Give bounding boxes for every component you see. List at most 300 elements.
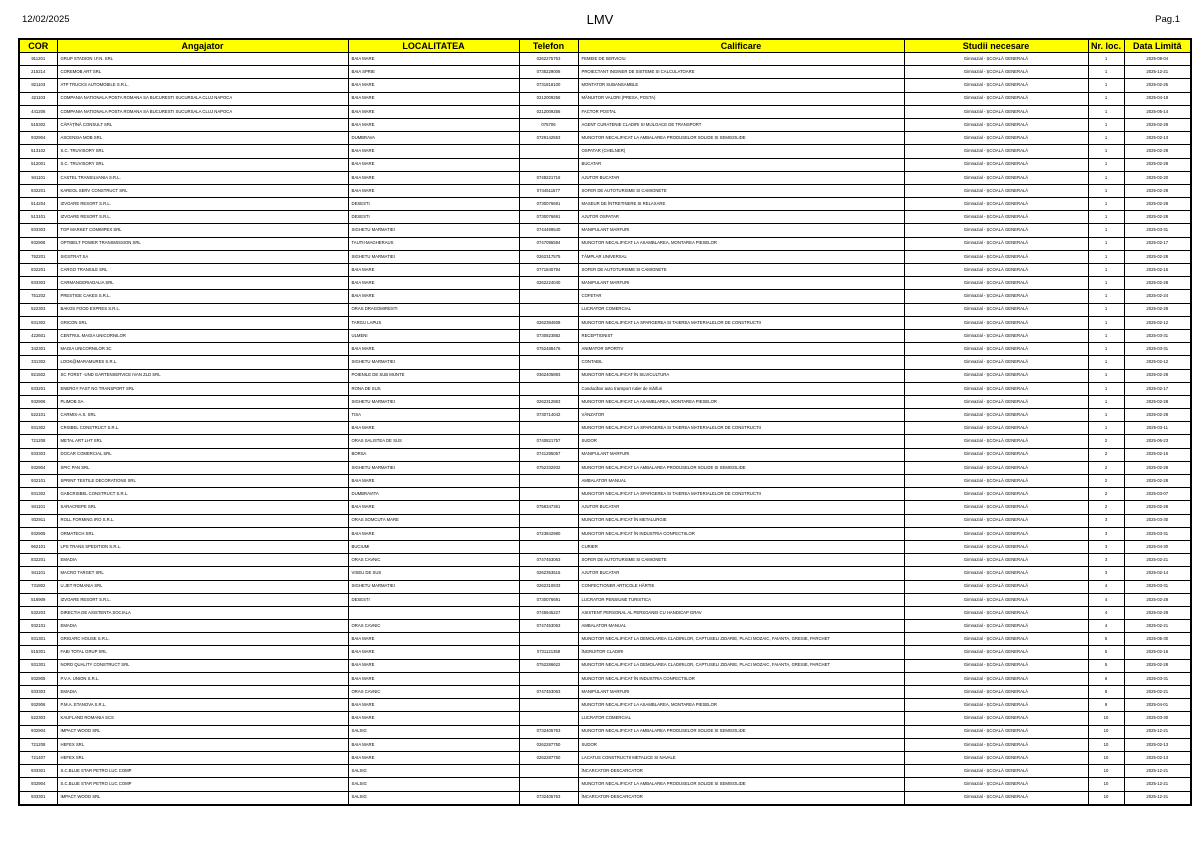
table-cell: 2025-02-17 <box>1124 237 1191 250</box>
table-cell: 522101 <box>19 409 57 422</box>
table-cell: 10 <box>1088 712 1124 725</box>
table-row <box>19 422 1191 435</box>
table-row <box>19 329 1191 342</box>
table-cell: Gimnazial - ȘCOALĂ GENERALĂ <box>904 53 1088 66</box>
table-cell: IMPACT WOOD SRL <box>57 725 348 738</box>
table-cell: CENTRUL MAGIA UNICORNILOR <box>57 329 348 342</box>
table-cell: 0731818100 <box>519 79 578 92</box>
table-cell: Gimnazial - ȘCOALĂ GENERALĂ <box>904 646 1088 659</box>
table-row <box>19 461 1191 474</box>
table-cell: DIRECTIA DE ASISTENTA SOCIALA <box>57 606 348 619</box>
table-cell: MUNCITOR NECALIFICAT LA SPARGEREA SI TAIEREA MATERIALELOR DE CONSTRUCTII <box>578 488 904 501</box>
table-cell: 0758347361 <box>519 501 578 514</box>
table-row <box>19 264 1191 277</box>
table-row <box>19 751 1191 764</box>
table-cell: MUNCITOR NECALIFICAT LA SPARGEREA SI TAIEREA MATERIALELOR DE CONSTRUCTII <box>578 316 904 329</box>
table-row <box>19 409 1191 422</box>
table-cell: 2025-12-21 <box>1124 778 1191 791</box>
table-cell: 1 <box>1088 290 1124 303</box>
table-cell: 933301 <box>19 765 57 778</box>
table-cell: 514204 <box>19 198 57 211</box>
table-cell: 4 <box>1088 580 1124 593</box>
table-cell: 0262224040 <box>519 277 578 290</box>
table-cell: 1 <box>1088 211 1124 224</box>
table-cell: 2025-02-28 <box>1124 395 1191 408</box>
table-cell: 1 <box>1088 66 1124 79</box>
table-row <box>19 475 1191 488</box>
table-cell <box>519 633 578 646</box>
table-cell: Gimnazial - ȘCOALĂ GENERALĂ <box>904 501 1088 514</box>
table-cell: MUNCITOR NECALIFICAT LA ASAMBLAREA, MONTAREA PIESELOR <box>578 237 904 250</box>
table-cell: BUCATAR <box>578 158 904 171</box>
table-cell: Gimnazial - ȘCOALĂ GENERALĂ <box>904 699 1088 712</box>
table-cell: SUDOR <box>578 435 904 448</box>
table-cell: MUNCITOR NECALIFICAT LA AMBALAREA PRODUSELOR SOLIDE SI SEMISOLIDE <box>578 461 904 474</box>
table-cell <box>519 765 578 778</box>
table-cell: 721208 <box>19 435 57 448</box>
table-row <box>19 79 1191 92</box>
table-cell: 515301 <box>19 646 57 659</box>
table-cell: BAIA MARE <box>348 171 519 184</box>
table-cell: 2025-02-25 <box>1124 79 1191 92</box>
table-cell: IMPACT WOOD SRL <box>57 791 348 805</box>
table-cell: BAIA MARE <box>348 738 519 751</box>
table-cell: CARMIS-A.S. SRL <box>57 409 348 422</box>
table-cell: 2025-02-28 <box>1124 501 1191 514</box>
table-cell: 2025-03-30 <box>1124 712 1191 725</box>
table-cell: 2025-02-28 <box>1124 184 1191 197</box>
table-cell: BAIA MARE <box>348 79 519 92</box>
table-cell: Gimnazial - ȘCOALĂ GENERALĂ <box>904 356 1088 369</box>
table-cell: BAIA MARE <box>348 422 519 435</box>
table-cell: Gimnazial - ȘCOALĂ GENERALĂ <box>904 382 1088 395</box>
table-cell: 513102 <box>19 145 57 158</box>
table-cell: 933303 <box>19 686 57 699</box>
table-cell: 1 <box>1088 409 1124 422</box>
table-cell: FEMEIE DE SERVICIU <box>578 53 904 66</box>
table-cell: AMBALATOR MANUAL <box>578 620 904 633</box>
table-cell: 2025-03-31 <box>1124 580 1191 593</box>
table-cell: BAIA MARE <box>348 527 519 540</box>
table-cell: 2025-02-16 <box>1124 646 1191 659</box>
table-cell: Gimnazial - ȘCOALĂ GENERALĂ <box>904 765 1088 778</box>
table-row <box>19 659 1191 672</box>
table-cell: 2025-02-28 <box>1124 409 1191 422</box>
table-cell: RECEPTIONIST <box>578 329 904 342</box>
table-cell: 911201 <box>19 53 57 66</box>
table-cell: 0730076691 <box>519 198 578 211</box>
table-cell: 2025-02-24 <box>1124 290 1191 303</box>
table-cell: MANIPULANT MARFURI <box>578 686 904 699</box>
table-cell: SIGHETU MARMATIEI <box>348 224 519 237</box>
table-cell: LOOK@MARAMURES S.R.L. <box>57 356 348 369</box>
table-cell: 0262353515 <box>519 567 578 580</box>
table-cell: 932904 <box>19 132 57 145</box>
table-cell: Gimnazial - ȘCOALĂ GENERALĂ <box>904 290 1088 303</box>
table-cell: Gimnazial - ȘCOALĂ GENERALĂ <box>904 751 1088 764</box>
table-row <box>19 765 1191 778</box>
table-cell: Gimnazial - ȘCOALĂ GENERALĂ <box>904 316 1088 329</box>
table-cell: 931302 <box>19 488 57 501</box>
table-cell: Gimnazial - ȘCOALĂ GENERALĂ <box>904 237 1088 250</box>
table-cell: ÎNGRIJITOR CLADIRI <box>578 646 904 659</box>
header-cell: Studii necesare <box>904 39 1088 53</box>
table-cell: 0730823882 <box>519 329 578 342</box>
table-cell: 2025-06-23 <box>1124 435 1191 448</box>
table-row <box>19 540 1191 553</box>
table-cell: 0741295057 <box>519 448 578 461</box>
table-cell: 0732405763 <box>519 725 578 738</box>
table-cell: BAIA MARE <box>348 712 519 725</box>
table-cell: SARACREPE SRL <box>57 501 348 514</box>
table-cell: KAREOL SERV CONSTRUCT SRL <box>57 184 348 197</box>
table-cell: FABI TOTAL GRUP SRL <box>57 646 348 659</box>
table-cell: 0730076691 <box>519 593 578 606</box>
table-cell: 1 <box>1088 92 1124 105</box>
table-cell: LUCRATOR PENSIUNE TURISTICA <box>578 593 904 606</box>
table-cell: SOFER DE AUTOTURISME SI CAMIONETE <box>578 264 904 277</box>
table-cell: Gimnazial - ȘCOALĂ GENERALĂ <box>904 171 1088 184</box>
table-cell: 1 <box>1088 264 1124 277</box>
table-cell <box>519 303 578 316</box>
table-cell <box>519 475 578 488</box>
table-cell: Gimnazial - ȘCOALĂ GENERALĂ <box>904 593 1088 606</box>
table-cell: BAIA MARE <box>348 751 519 764</box>
table-row <box>19 53 1191 66</box>
table-cell: 4 <box>1088 620 1124 633</box>
table-cell <box>519 778 578 791</box>
table-cell: 2025-02-13 <box>1124 751 1191 764</box>
table-cell: 0752286622 <box>519 659 578 672</box>
table-cell: MUNCITOR NECALIFICAT LA SPARGEREA SI TAIEREA MATERIALELOR DE CONSTRUCTII <box>578 422 904 435</box>
table-cell <box>519 488 578 501</box>
table-row <box>19 699 1191 712</box>
table-cell: 0747453063 <box>519 620 578 633</box>
table-cell: BAIA MARE <box>348 633 519 646</box>
table-cell: 1 <box>1088 356 1124 369</box>
table-cell: METAL ART LHT SRL <box>57 435 348 448</box>
table-cell: Conducător auto transport rutier de mărfuri <box>578 382 904 395</box>
table-cell: Gimnazial - ȘCOALĂ GENERALĂ <box>904 527 1088 540</box>
table-row <box>19 356 1191 369</box>
table-cell: Gimnazial - ȘCOALĂ GENERALĂ <box>904 132 1088 145</box>
table-cell: Gimnazial - ȘCOALĂ GENERALĂ <box>904 448 1088 461</box>
table-cell: GRIGARC HOUSE S.R.L. <box>57 633 348 646</box>
table-cell: 2 <box>1088 501 1124 514</box>
table-cell: 931302 <box>19 422 57 435</box>
table-cell: 3 <box>1088 567 1124 580</box>
table-cell: 832201 <box>19 184 57 197</box>
table-cell: 2 <box>1088 448 1124 461</box>
table-cell: 2025-02-28 <box>1124 659 1191 672</box>
table-cell: SIGHETU MARMATIEI <box>348 580 519 593</box>
table-cell: DUMBRAVA <box>348 132 519 145</box>
table-cell: PRESTIGE CAKES S.R.L. <box>57 290 348 303</box>
table-cell: 2025-05-14 <box>1124 105 1191 118</box>
table-cell: ROLL FORMING IRO S.R.L. <box>57 514 348 527</box>
table-cell: AJUTOR BUCATAR <box>578 567 904 580</box>
table-cell: PLIMOB SA <box>57 395 348 408</box>
table-cell: 0747453063 <box>519 686 578 699</box>
table-cell: Gimnazial - ȘCOALĂ GENERALĂ <box>904 633 1088 646</box>
table-row <box>19 514 1191 527</box>
table-row <box>19 567 1191 580</box>
table-cell: 932904 <box>19 778 57 791</box>
table-cell: Gimnazial - ȘCOALĂ GENERALĂ <box>904 686 1088 699</box>
page-title: LMV <box>586 12 614 27</box>
table-cell <box>519 672 578 685</box>
table-cell: 832201 <box>19 554 57 567</box>
table-cell: BAIA MARE <box>348 184 519 197</box>
table-cell: 941101 <box>19 171 57 184</box>
table-body <box>19 53 1191 805</box>
table-cell: 2025-02-28 <box>1124 475 1191 488</box>
table-cell: 0731121358 <box>519 646 578 659</box>
table-cell: 832201 <box>19 264 57 277</box>
table-cell: SALSIG <box>348 725 519 738</box>
table-cell <box>519 699 578 712</box>
table-cell: BAIA MARE <box>348 118 519 131</box>
table-cell: AJUTOR BUCATAR <box>578 171 904 184</box>
table-cell: 2025-02-12 <box>1124 316 1191 329</box>
table-cell: 421103 <box>19 92 57 105</box>
table-cell: Gimnazial - ȘCOALĂ GENERALĂ <box>904 461 1088 474</box>
table-cell: 10 <box>1088 791 1124 805</box>
table-cell: POIENILE DE SUB MUNTE <box>348 369 519 382</box>
table-cell: 6 <box>1088 672 1124 685</box>
table-cell: 2025-04-01 <box>1124 699 1191 712</box>
table-cell: BAIA MARE <box>348 646 519 659</box>
table-cell: MUNCITOR NECALIFICAT ÎN INDUSTRIA CONFECTIILOR <box>578 672 904 685</box>
header-cell: Nr. loc. <box>1088 39 1124 53</box>
table-cell <box>519 514 578 527</box>
table-cell <box>519 158 578 171</box>
table-cell: 2025-02-28 <box>1124 158 1191 171</box>
table-cell: 0262317575 <box>519 250 578 263</box>
table-cell: 0212009256 <box>519 105 578 118</box>
table-cell: 2 <box>1088 475 1124 488</box>
table-cell: Gimnazial - ȘCOALĂ GENERALĂ <box>904 540 1088 553</box>
table-row <box>19 395 1191 408</box>
table-cell: TISA <box>348 409 519 422</box>
table-cell: 2025-03-07 <box>1124 488 1191 501</box>
table-cell: Gimnazial - ȘCOALĂ GENERALĂ <box>904 435 1088 448</box>
table-cell: Gimnazial - ȘCOALĂ GENERALĂ <box>904 92 1088 105</box>
table-row <box>19 672 1191 685</box>
table-row <box>19 92 1191 105</box>
table-cell: Gimnazial - ȘCOALĂ GENERALĂ <box>904 224 1088 237</box>
table-cell: MUNCITOR NECALIFICAT LA AMBALAREA PRODUSELOR SOLIDE SI SEMISOLIDE <box>578 725 904 738</box>
table-row <box>19 277 1191 290</box>
table-cell: Gimnazial - ȘCOALĂ GENERALĂ <box>904 158 1088 171</box>
table-cell: S.C.BLUE STAR PETRO LUC COMP <box>57 778 348 791</box>
table-cell: VÂNZATOR <box>578 409 904 422</box>
table-cell: 4 <box>1088 606 1124 619</box>
table-cell: BAIA SPRIE <box>348 66 519 79</box>
table-row <box>19 290 1191 303</box>
table-cell: ASISTENT PERSONAL AL PERSOANEI CU HANDICAP GRAV <box>578 606 904 619</box>
table-cell: 932906 <box>19 395 57 408</box>
table-cell: 0723842980 <box>519 527 578 540</box>
table-row <box>19 145 1191 158</box>
table-row <box>19 435 1191 448</box>
table-cell: MUNCITOR NECALIFICAT ÎN INDUSTRIA CONFECTIILOR <box>578 527 904 540</box>
table-cell: ÎNCARCATOR-DESCARCATOR <box>578 791 904 805</box>
header-cell: Telefon <box>519 39 578 53</box>
table-cell: SALSIG <box>348 778 519 791</box>
table-cell: Gimnazial - ȘCOALĂ GENERALĂ <box>904 198 1088 211</box>
table-cell: 962101 <box>19 540 57 553</box>
table-cell: 1 <box>1088 422 1124 435</box>
table-cell: FACTOR POSTAL <box>578 105 904 118</box>
table-cell: 931302 <box>19 316 57 329</box>
table-cell: MUNCITOR NECALIFICAT ÎN METALURGIE <box>578 514 904 527</box>
table-cell: TÂMPLAR UNIVERSAL <box>578 250 904 263</box>
table-cell: 1 <box>1088 369 1124 382</box>
table-cell: RONA DE SUS <box>348 382 519 395</box>
table-cell: COFETAR <box>578 290 904 303</box>
table-row <box>19 725 1191 738</box>
table-cell: MUNCITOR NECALIFICAT LA ASAMBLAREA, MONTAREA PIESELOR <box>578 699 904 712</box>
table-cell: 0262287750 <box>519 751 578 764</box>
table-cell: CURIER <box>578 540 904 553</box>
table-cell: 3 <box>1088 514 1124 527</box>
table-cell: 2025-03-31 <box>1124 224 1191 237</box>
table-cell <box>519 540 578 553</box>
table-cell: 0745645227 <box>519 606 578 619</box>
table-cell: LPS TRANS SPEDITION S.R.L. <box>57 540 348 553</box>
table-cell: Gimnazial - ȘCOALĂ GENERALĂ <box>904 277 1088 290</box>
table-cell: MUNCITOR NECALIFICAT LA DEMOLAREA CLADIRILOR, CAPTUSELI ZIDARIE, PLACI MOZAIC, FAIANTA, GRESIE, PARCHET <box>578 633 904 646</box>
table-row <box>19 382 1191 395</box>
table-row <box>19 303 1191 316</box>
table-cell: Gimnazial - ȘCOALĂ GENERALĂ <box>904 554 1088 567</box>
table-cell: 1 <box>1088 145 1124 158</box>
table-cell: Gimnazial - ȘCOALĂ GENERALĂ <box>904 118 1088 131</box>
table-cell: MUNCITOR NECALIFICAT LA AMBALAREA PRODUSELOR SOLIDE SI SEMISOLIDE <box>578 778 904 791</box>
table-cell: 2025-03-31 <box>1124 672 1191 685</box>
table-cell: ULMENI <box>348 329 519 342</box>
table-row <box>19 250 1191 263</box>
table-cell: CARMANGERIADALIA SRL <box>57 277 348 290</box>
table-cell: MUNCITOR NECALIFICAT ÎN SILVICULTURA <box>578 369 904 382</box>
table-cell: AMBALATOR MANUAL <box>578 475 904 488</box>
table-cell: 1 <box>1088 343 1124 356</box>
table-cell: 1 <box>1088 382 1124 395</box>
table-cell: Gimnazial - ȘCOALĂ GENERALĂ <box>904 488 1088 501</box>
table-cell: LUCRATOR COMERCIAL <box>578 712 904 725</box>
table-cell: BAKOS FOOD EXPRES S.R.L. <box>57 303 348 316</box>
table-row <box>19 171 1191 184</box>
table-cell: 10 <box>1088 778 1124 791</box>
table-cell: S.C.BLUE STAR PETRO LUC COMP <box>57 765 348 778</box>
table-row <box>19 686 1191 699</box>
table-row <box>19 158 1191 171</box>
table-cell: SIGHETU MARMATIEI <box>348 395 519 408</box>
table-cell: DUMBRAVITA <box>348 488 519 501</box>
table-cell: 2 <box>1088 461 1124 474</box>
table-cell: 2025-02-21 <box>1124 686 1191 699</box>
table-cell: 932906 <box>19 699 57 712</box>
table-cell: ASCENSIA MOB SRL <box>57 132 348 145</box>
table-cell: 1 <box>1088 329 1124 342</box>
table-cell: 5 <box>1088 659 1124 672</box>
table-cell: CĂPĂȚÎNĂ CONSULT SRL <box>57 118 348 131</box>
table-cell: 2025-02-28 <box>1124 369 1191 382</box>
table-cell: DOCAR COMERCIAL SRL <box>57 448 348 461</box>
table-cell: 2025-02-15 <box>1124 448 1191 461</box>
table-cell: 2025-02-28 <box>1124 606 1191 619</box>
table-cell: 5 <box>1088 633 1124 646</box>
page-number: Pag.1 <box>1155 14 1180 25</box>
table-cell: 2 <box>1088 488 1124 501</box>
table-row <box>19 369 1191 382</box>
table-cell: 1 <box>1088 237 1124 250</box>
table-row <box>19 633 1191 646</box>
table-cell: 2025-02-14 <box>1124 567 1191 580</box>
table-cell: KAUFLAND ROMANIA SCS <box>57 712 348 725</box>
table-row <box>19 448 1191 461</box>
table-cell: Gimnazial - ȘCOALĂ GENERALĂ <box>904 369 1088 382</box>
table-cell: 932101 <box>19 620 57 633</box>
table-cell: ÎNCARCATOR-DESCARCATOR <box>578 765 904 778</box>
table-cell: Gimnazial - ȘCOALĂ GENERALĂ <box>904 303 1088 316</box>
table-row <box>19 488 1191 501</box>
table-cell <box>348 606 519 619</box>
table-cell: MONTATOR SUBANSAMBLE <box>578 79 904 92</box>
table-cell: DESESTI <box>348 593 519 606</box>
table-cell: 1 <box>1088 158 1124 171</box>
table-cell: 932911 <box>19 514 57 527</box>
table-row <box>19 554 1191 567</box>
table-cell: Gimnazial - ȘCOALĂ GENERALĂ <box>904 580 1088 593</box>
table-cell <box>519 290 578 303</box>
table-cell: NORD QUALITY CONSTRUCT SRL <box>57 659 348 672</box>
table-cell: DESESTI <box>348 198 519 211</box>
table-cell: SIGHETU MARMATIEI <box>348 461 519 474</box>
table-cell: 8 <box>1088 686 1124 699</box>
table-cell: BAIA MARE <box>348 105 519 118</box>
table-cell: MACRO TARGET SRL <box>57 567 348 580</box>
table-cell: 2025-02-28 <box>1124 118 1191 131</box>
table-cell: Gimnazial - ȘCOALĂ GENERALĂ <box>904 475 1088 488</box>
table-cell: MASEUR DE ÎNTRETINERE SI RELAXARE <box>578 198 904 211</box>
table-row <box>19 184 1191 197</box>
table-cell: SALSIG <box>348 765 519 778</box>
table-cell: 0752332932 <box>519 461 578 474</box>
table-cell: 2025-04-18 <box>1124 92 1191 105</box>
table-cell: 1 <box>1088 79 1124 92</box>
table-cell: 422601 <box>19 329 57 342</box>
table-cell: MUNCITOR NECALIFICAT LA AMBALAREA PRODUSELOR SOLIDE SI SEMISOLIDE <box>578 132 904 145</box>
table-cell: 1 <box>1088 395 1124 408</box>
table-cell: 0771840794 <box>519 264 578 277</box>
table-cell: Gimnazial - ȘCOALĂ GENERALĂ <box>904 250 1088 263</box>
table-cell: 2025-03-31 <box>1124 527 1191 540</box>
table-cell: BAIA MARE <box>348 699 519 712</box>
table-cell: COMPANIA NATIONALA POSTA ROMANA SA BUCURESTI SUCURSALA CLUJ NAPOCA <box>57 92 348 105</box>
table-cell: 1 <box>1088 198 1124 211</box>
table-cell: TAUTII-MAGHERAUS <box>348 237 519 250</box>
table-cell: IZVOARE RESORT S.R.L. <box>57 211 348 224</box>
table-cell: 516909 <box>19 593 57 606</box>
table-cell: P.V.A. UNION S.R.L. <box>57 672 348 685</box>
table-cell: 933303 <box>19 277 57 290</box>
table-row <box>19 580 1191 593</box>
table-cell: 941101 <box>19 567 57 580</box>
table-row <box>19 527 1191 540</box>
report-date: 12/02/2025 <box>22 14 70 25</box>
